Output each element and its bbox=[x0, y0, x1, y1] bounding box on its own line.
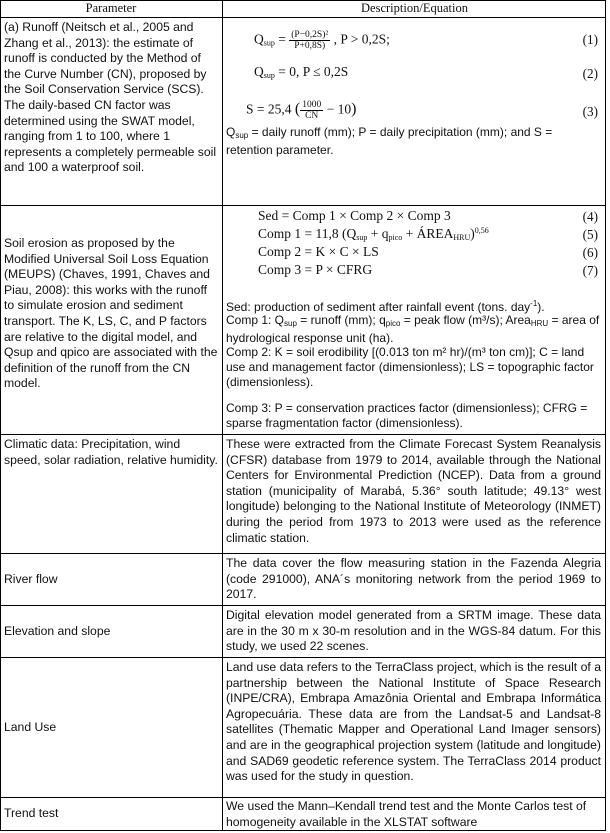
comp1-definition: Comp 1: $Q_{sup}$ = runoff (mm); $q_{pico}$ = peak flow (m³/s); Area$_{HRU}$ = area of hydrological response unit (ha). bbox=[226, 313, 600, 345]
landuse-description: Land use data refers to the TerraClass project, which is the result of a partnership between the National Institute of Space Research (INPE/CRA), Embrapa Amazônia Oriental and Embrapa Informática Agropecuária. These data are from the Landsat-5 and Landsat-8 satellites (Thematic Mapper and Operational Land Imager sensors) and are in the geographical projection system (latitude and longitude) and SAD69 geodetic reference system. The TerraClass 2014 product was used for the study in question. bbox=[226, 660, 601, 784]
row-rule bbox=[0, 797, 606, 798]
equation-1: $Q_{sup}$ = $\frac{\text{(P−0,2S)²}}{P+0,8S)}$ , P > 0,2S; (1) bbox=[254, 30, 598, 51]
elevation-description: Digital elevation model generated from a SRTM image. These data are in the 30 m x 30-m resolution and in the WGS-84 datum. For this study, we used 22 scenes. bbox=[226, 608, 601, 654]
erosion-parameter: Soil erosion as proposed by the Modified Universal Soil Loss Equation (MEUPS) (Chaves, 1991, Chaves and Piau, 2008): this works with the runoff to simulate erosion and sediment transport. The K, LS, C, and P factors are relative to the digital model, and Qsup and qpico are associated with the definition of the runoff from the CN model. bbox=[4, 236, 218, 391]
trend-description: We used the Mann–Kendall trend test and the Monte Carlos test of homogeneity available in the XLSTAT software bbox=[226, 799, 587, 829]
climatic-description: These were extracted from the Climate Forecast System Reanalysis (CFSR) database from 1979 to 2014, available through the National Centers for Environmental Prediction (NCEP). Data from a ground station (municipality of Marabá, 5.36° south latitude; 49.13° west longitude) belonging to the National Institute of Meteorology (INMET) during the period from 1973 to 2013 were used as the reference climatic station. bbox=[226, 437, 601, 545]
equation-2: $Q_{sup} = 0$, P ≤ 0,2S (2) bbox=[254, 64, 598, 81]
equation-7: Comp 3 = P × CFRG (7) bbox=[258, 262, 598, 278]
equation-3: S = 25,4 ( $\frac{1000}{CN}$ − 10) (3) bbox=[246, 100, 598, 121]
row-rule bbox=[0, 605, 606, 606]
comp2-definition: Comp 2: K = soil erodibility [(0.013 ton m² hr)/(m³ ton cm)]; C = land use and management factor (dimensionless); LS = topographic factor (dimensionless). bbox=[226, 345, 594, 389]
river-parameter: River flow bbox=[4, 572, 58, 586]
equation-5: Comp 1 = 11,8 ($Q_{sup} + q_{pico}$ + $ÁREA_{HRU})^{0,56}$ (5) bbox=[258, 226, 598, 242]
header-rule bbox=[0, 17, 606, 18]
landuse-parameter: Land Use bbox=[4, 720, 57, 734]
river-description: The data cover the flow measuring station in the Fazenda Alegria (code 291000), ANA´s monitoring network from the period 1969 to 2017. bbox=[226, 556, 601, 602]
row-rule bbox=[0, 205, 606, 206]
header-description: Description/Equation bbox=[361, 1, 468, 15]
elevation-parameter: Elevation and slope bbox=[4, 624, 111, 638]
column-divider bbox=[222, 0, 223, 831]
equation-4: Sed = Comp 1 × Comp 2 × Comp 3 (4) bbox=[258, 208, 598, 224]
runoff-legend: $Q_{sup}$ = daily runoff (mm); P = daily precipitation (mm); and S = retention parameter. bbox=[226, 125, 553, 157]
row-rule bbox=[0, 553, 606, 554]
sed-definition: Sed: production of sediment after rainfall event (tons. day$^{-1}$). bbox=[226, 299, 545, 314]
equation-6: Comp 2 = K × C × LS (6) bbox=[258, 244, 598, 260]
runoff-parameter: (a) Runoff (Neitsch et al., 2005 and Zhang et al., 2013): the estimate of runoff is conducted by the Method of the Curve Number (CN), proposed by the Soil Conservation Service (SCS). The daily-based CN factor was determined using the SWAT model, ranging from 1 to 100, where 1 represents a completely permeable soil and 100 a waterproof soil. bbox=[4, 20, 217, 175]
row-rule bbox=[0, 657, 606, 658]
comp3-definition: Comp 3: P = conservation practices factor (dimensionless); CFRG = sparse fragmentation factor (dimensionless). bbox=[226, 401, 588, 430]
row-rule bbox=[0, 434, 606, 435]
trend-parameter: Trend test bbox=[4, 806, 59, 820]
climatic-parameter: Climatic data: Precipitation, wind speed, solar radiation, relative humidity. bbox=[4, 437, 218, 467]
header-parameter: Parameter bbox=[85, 1, 137, 15]
